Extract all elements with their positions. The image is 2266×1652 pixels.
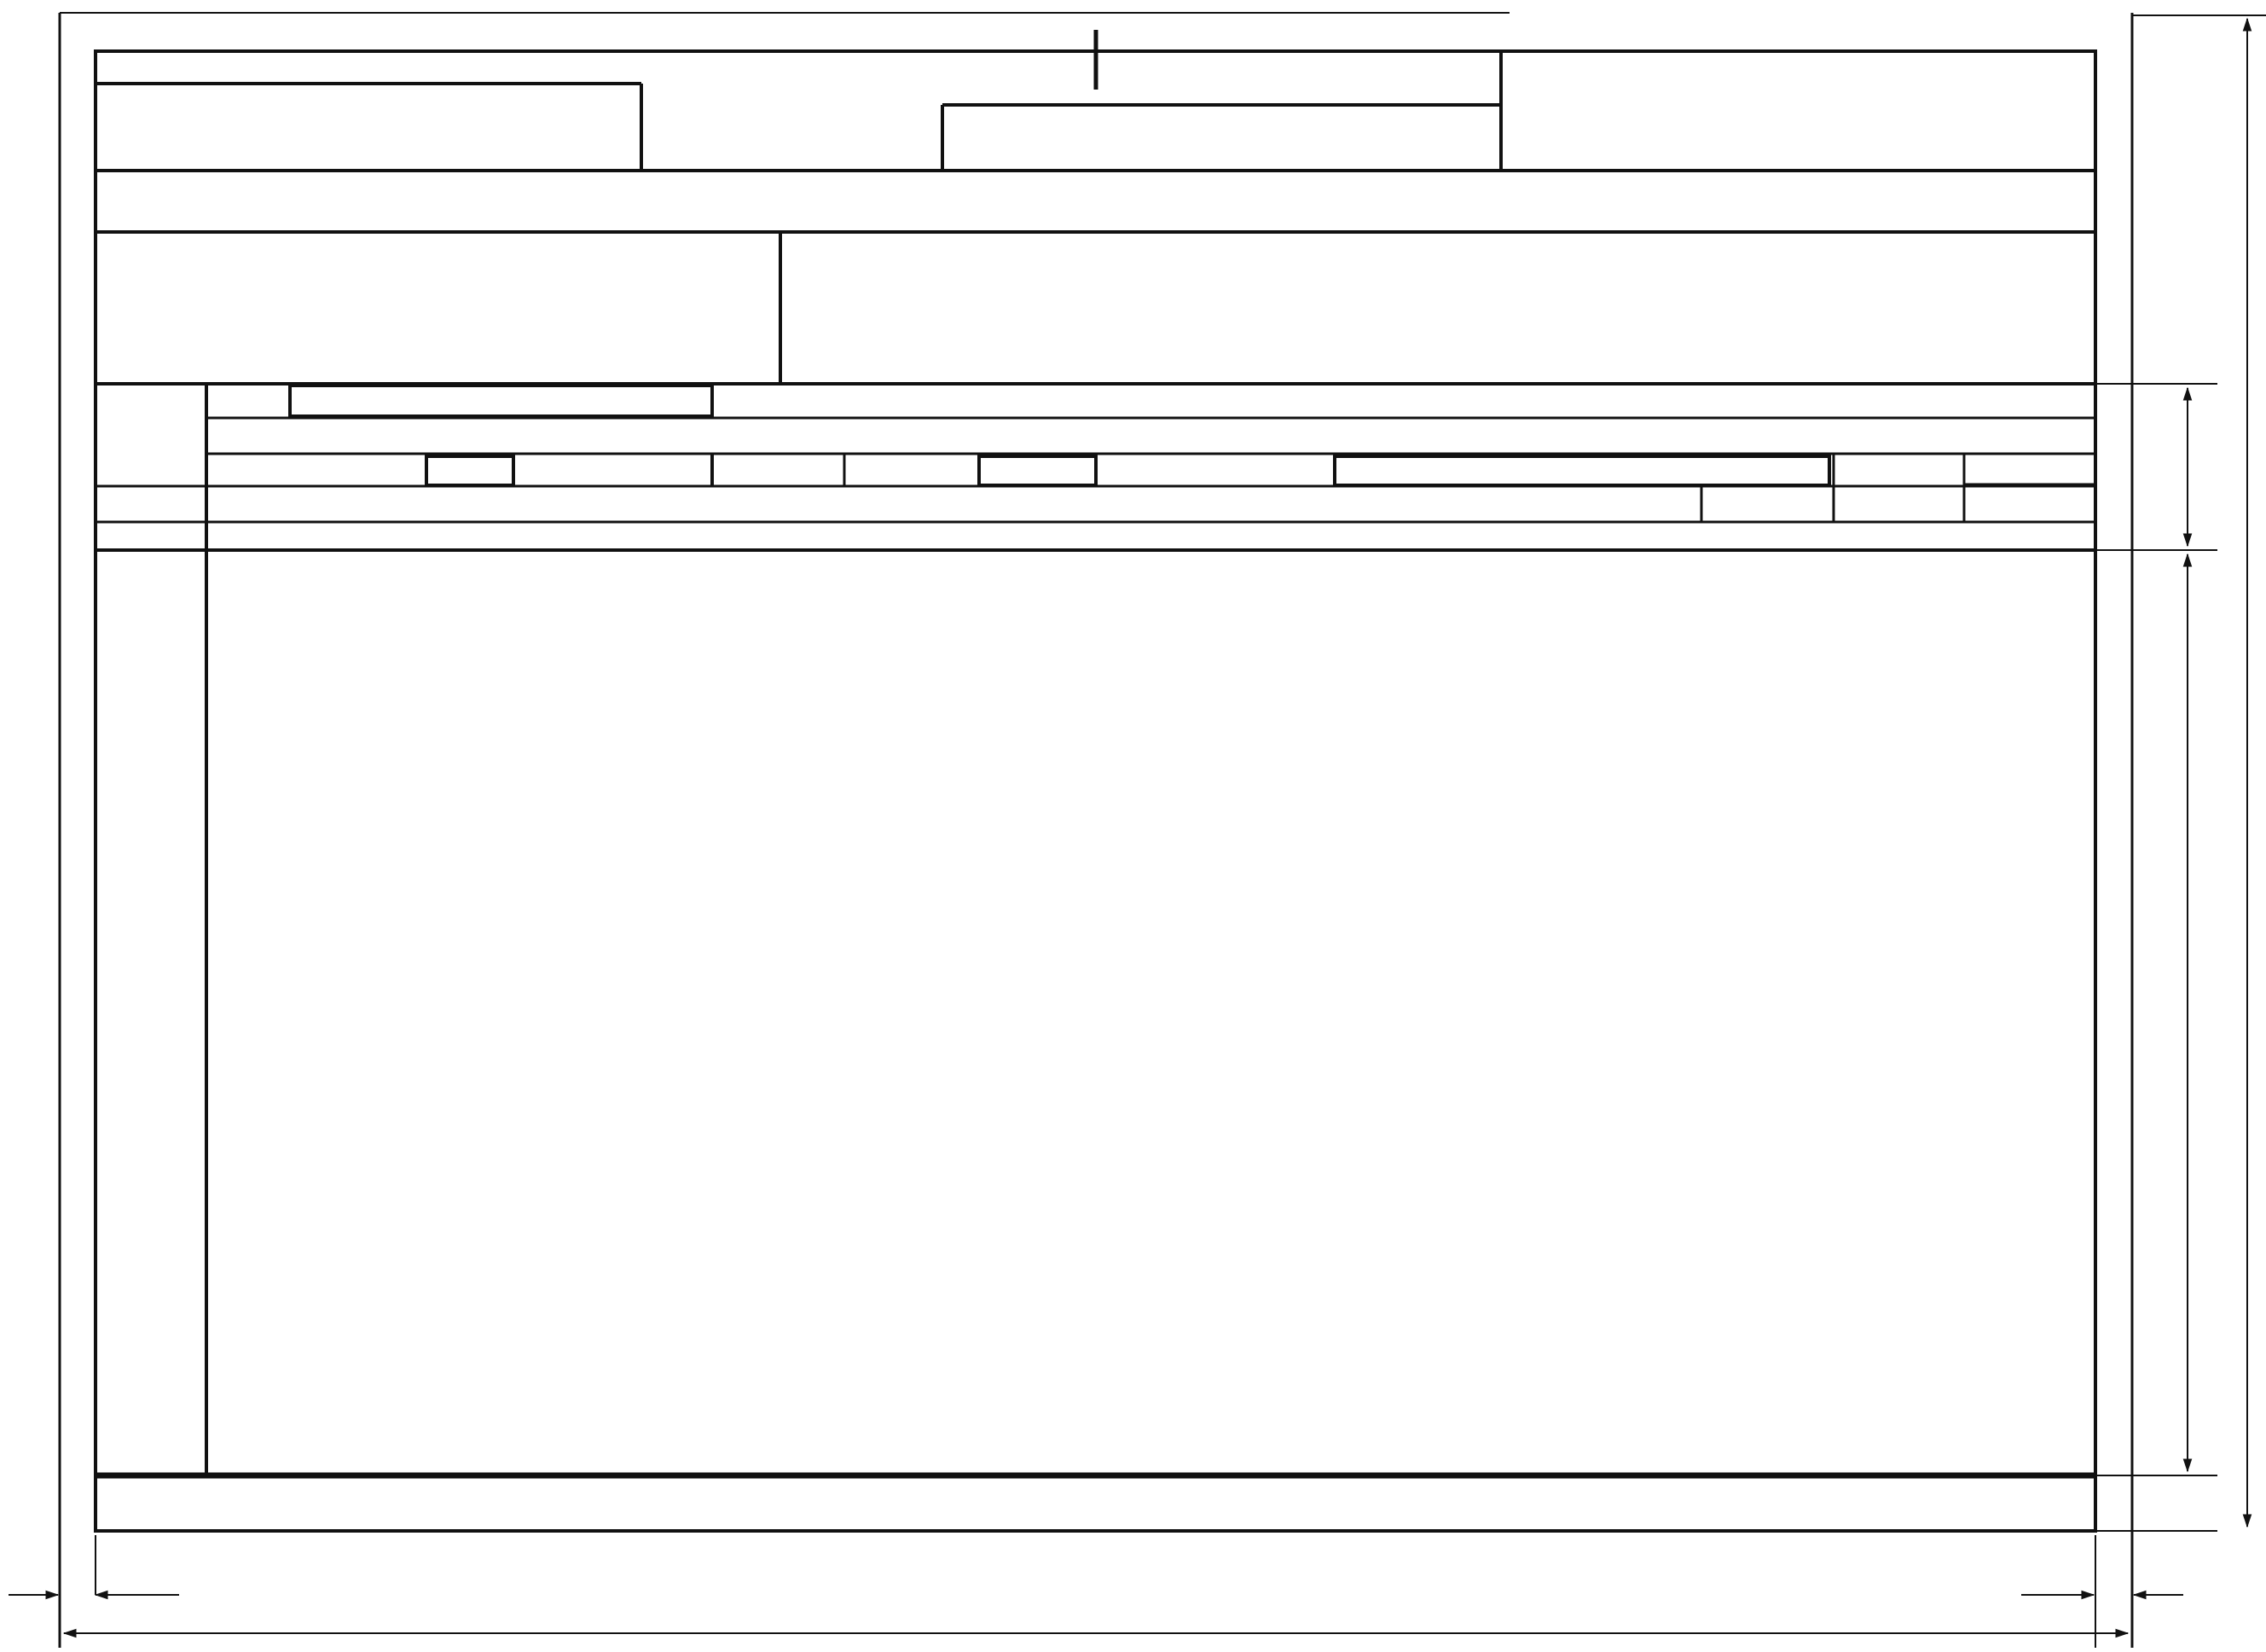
form-frame [96, 51, 2095, 1531]
top-blocks [96, 30, 2095, 384]
sheet-frame [60, 13, 2132, 1648]
bottom-block [96, 1475, 2095, 1531]
dimension-lines [9, 15, 2266, 1648]
header-grid [96, 384, 2095, 1475]
